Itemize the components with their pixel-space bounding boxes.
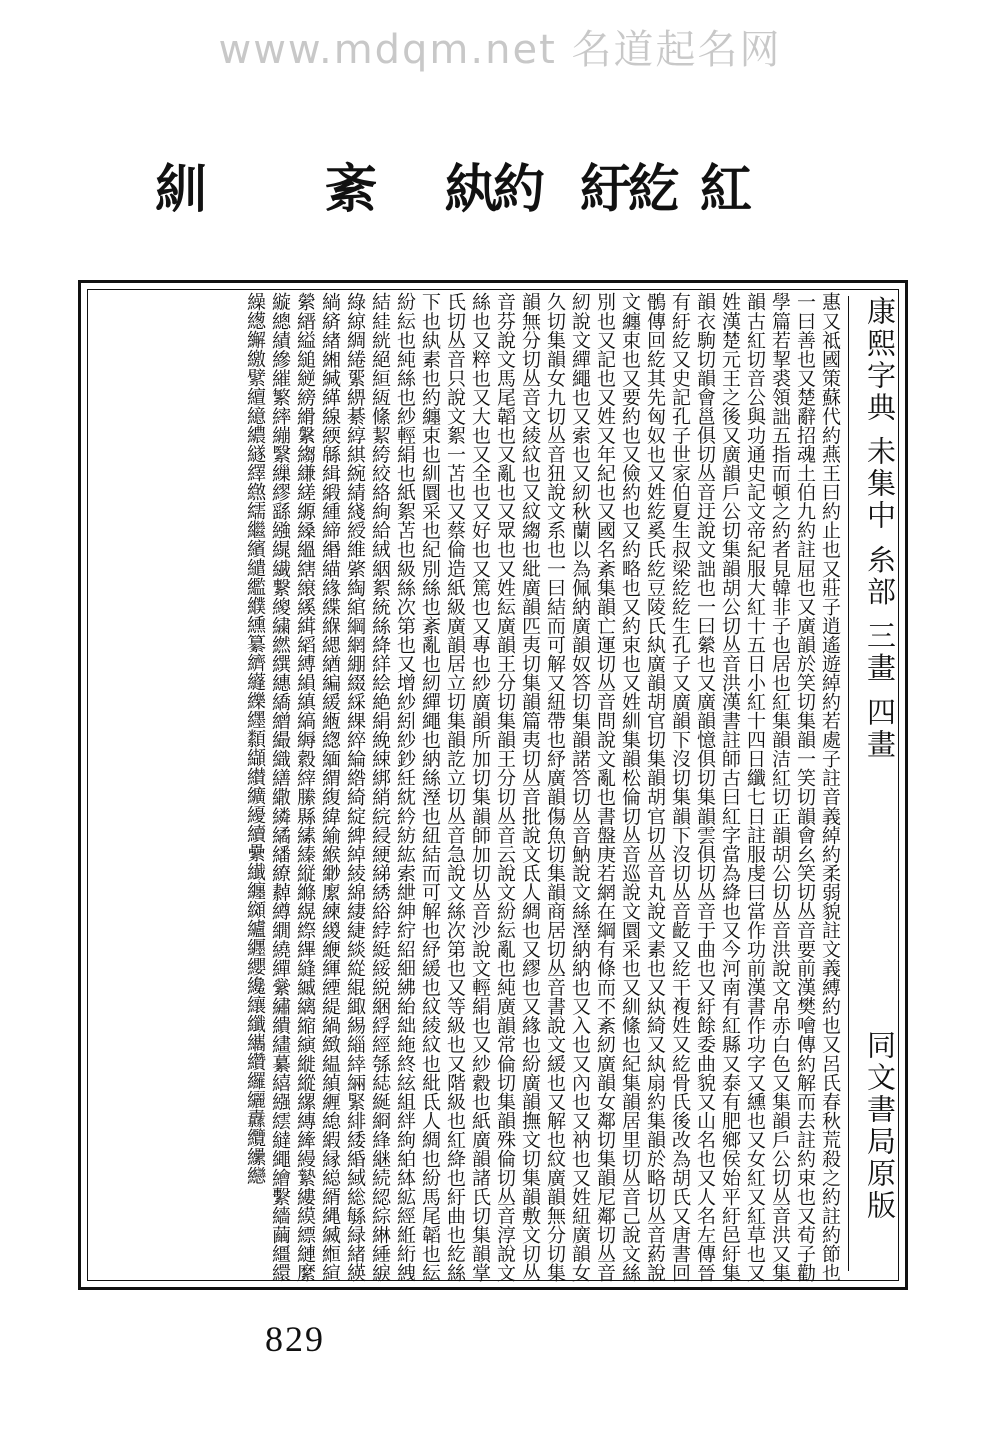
book-title: 康熙字典 <box>863 296 897 424</box>
seal-glyph: 紊 <box>325 159 374 220</box>
seal-glyph: 紈約 <box>445 159 542 220</box>
seal-script-header <box>140 160 840 230</box>
page-number: 829 <box>265 1319 325 1359</box>
watermark: www.mdqm.net 名道起名网 <box>218 27 782 73</box>
margin-separator <box>848 296 849 1271</box>
volume-label: 未集中 <box>863 436 897 533</box>
radical-label: 糸部 <box>863 544 897 609</box>
seal-glyph: 紅 <box>700 159 749 220</box>
seal-glyph: 紃 <box>155 159 204 220</box>
dictionary-entries: 惠又祗國策蘇代約燕王曰約止也又莊子逍遙遊綽約若處子註音義綽約柔弱貌註文義縛約也又呂氏春秋荒殺之約註約節也一曰善也又楚辭招魂土伯九約註屈也又廣韻於笑切集韻一笑切韻會幺笑切丛音要前漢樊噲傳約解而去註約束也又荀子勸學篇若挈裘領詘五指而頓之約者見韓非子也居也紅集韻洁紅切正韻胡公切丛音洪說文帛赤白色又集韻戶公切丛音洪又集韻古紅切音公與功通史記文帝紀服大紅十五日小紅十四日纖七日註服虔曰當作功前漢書作功字又纁也又女紅又紅草也又姓漢楚元王之後又廣韻戶公切集韻胡公切丛音洪漢書註師古曰紅字當為絳也又今河南有紅縣又泰有肥鄉侯始平紆邑紆集韻衣駒切韻會邕俱切丛音迂說文詘也一曰縈也又廣韻憶俱切集韻雲俱切丛音于曲也又紆餘委曲貌又山名也又人名左傳晉有紆紇又史記孔子世家伯夏生叔梁紇紇生孔子又廣韻下沒切集韻下沒切丛音齕又紇干複姓又紇骨氏後改為胡氏又唐書回鶻傳回紇其先匈奴也又姓紇奚氏紇豆陵氏紈廣韻胡官切集韻胡官切丛音丸說文素也又紈綺又紈扇約集韻於略切丛音葯說文纏束也又要約也又儉約也又約略也又約束也又姓紃集韻松倫切丛音巡說文圜采也又紃絛也紀集韻居里切丛音己說文絲別也又記也又姓又年紀也又國名紊集韻亡運切丛音問說文亂也書盤庚若網在綱有條而不紊紉廣韻女鄰切集韻尼鄰切丛音紉說文繟繩也又索也又紉秋蘭以為佩納廣韻奴答切集韻諾答切丛音魶說文絲溼納納也又入也又內也又衲也又姓紐廣韻女久切集韻女九切丛音狃說文系也一曰結而可解又紐帶也紓廣韻傷魚切集韻商居切丛音書說文緩也又解也紋廣韻無分切集韻無分切丛音文綾紋也又紋縐也紕廣韻匹夷切集韻篇夷切丛音批說文氐人綢也又繆也又緣也紛廣韻撫文切集韻敷文切丛音芬說文馬尾韜也又亂也又眾也又姓紜廣韻王分切集韻王分切丛音云說文紛紜亂也純廣韻常倫切集韻殊倫切丛音淳說文絲也又粹也又大也又全也又好也又篤也又專也紗廣韻所加切集韻師加切丛音沙說文輕絹也又紗縠也紙廣韻諸氏切集韻掌氏切丛音只說文絮一苫也又蔡倫造紙級廣韻居立切集韻訖立切丛音急說文絲次第也又等級也又階級也紅絳也紆曲也紇絲下也紈素也約纏束也紃圜采也紀別絲也紊亂也紉繟繩也納絲溼也紐結而可解也紓緩也紋綾紋也紕氐人綢也紛馬尾韜也紜紛紜也純絲也紗輕絹也紙絮苫也級絲次第也又增紗紖紗鈔紝紞紟紡紘索紲紳紵紹細紼紿絀絁終絃組絆絇絈絊絋經絍絎絏結絓絖絕絙絚絛絜絝絞絡絢給絨絪絮統絲絳絴絵絶絹絻綀綁綃綄綅綆綈綉綌綍綎綏綐綑綒經綔綕綖綗綘継続綛綜綝綞綟綠綡綢綣綤綥綦綧綨綩綪綫綬維綮綯綰綱網綳綴綵綶綷綸綹綺綻綼綽綾綿緀緁緂緃緄緅緆緇緈緉緊緋緌緍緎総緐緑緒緓緔緕緖緗緘緙線緛緜緝緞緟締緡緢緣緤緥緦緧編緩緪緫緬緭緮緯緰緱緲緳練緵緶緷緸緹緺緻緼緽緾緿縀縁縂縃縄縅縆縇縈縉縊縋縌縍縎縏縐縑縒縓縔縕縖縗縘縙縚縛縜縝縞縟縠縡縢縣縤縥縦縧縨縩縪縫縬縭縮縯縰縱縲縳縴縵縶縷縸縹縺縻縼總績縿繀繁繂繃繄繅繆繇繈繉繊繋繌繍繎繏繐繑繒繓織繕繖繗繘繙繚繛繜繝繞繟繠繡繢繣繤繥繦繧繨繩繪繫繬繭繮繯繰繱繲繳繴繵繶繷繸繹繺繻繼繽繾繿纀纁纂纃纄纅纆纇纈纉纊纋續纍纎纏纐纑纒纓纔纕纖纗纘纙纚纛纜纝纞 <box>244 292 841 1282</box>
stroke-count-label: 三畫 四畫 <box>863 620 897 761</box>
seal-glyph: 紆紇 <box>580 159 677 220</box>
publisher-note: 同文書局原版 <box>863 1030 897 1222</box>
